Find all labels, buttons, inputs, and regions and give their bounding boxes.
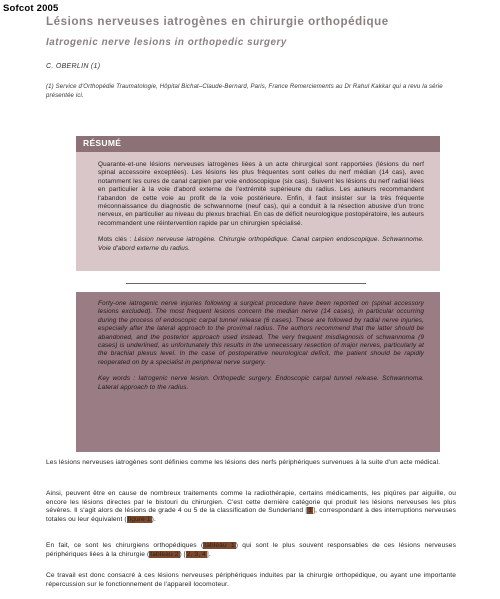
article-title-french: Lésions nerveuses iatrogènes en chirurgie orthopédique — [46, 15, 389, 28]
abstract-text: Forty-one iatrogenic nerve injuries following a surgical procedure have been reported on (spinal accessory lesions excluded). The most frequent lesions concern the median nerve (14 cases), in particular occurring during the process of endoscopic carpal tunnel release (6 cases). These are followed by radial nerve injuries, especially after the lateral approach to the proximal radius. The authors recommend that the latter should be abandoned, and the posterior approach used instead. The very frequent misdiagnosis of schwannoma (9 cases) is underlined, as unfortunately this results in the unnecessary resection of major nerves, particularly at the brachial plexus level. In the case of postoperative neurological deficit, the patient should be rapidly reoperated on by a specialist in peripheral nerve surgery. — [98, 300, 424, 366]
tableau-2-link[interactable]: tableau 2 — [150, 550, 179, 558]
p3-text-a: En fait, ce sont les chirurgiens orthopédiques ( — [46, 542, 204, 549]
abstract-keywords: Key words : Iatrogenic nerve lesion. Orthopedic surgery. Endoscopic carpal tunnel release. Schwannoma. Lateral approach to the radius. — [98, 375, 424, 391]
p3-text-d: ]. — [206, 550, 211, 558]
abstract-box — [76, 292, 440, 452]
body-paragraph-2 — [46, 490, 456, 524]
author-line: C. OBERLIN (1) — [46, 63, 101, 70]
resume-header — [76, 136, 440, 152]
affiliation-note: (1) Service d'Orthopédie Traumatologie, Hôpital Bichat–Claude-Bernard, Paris, France Remerciements au Dr Rahul Kakkar qui a revu la série présentée ici. — [46, 84, 443, 99]
ref-link-1[interactable]: 1 — [308, 507, 313, 515]
body-paragraph-1: Les lésions nerveuses iatrogènes sont définies comme les lésions des nerfs périphériques survenues à la suite d'un acte médical. — [46, 459, 441, 466]
p2-text-b: ], correspondant à des interruptions nerveuses totales ou leur équivalent ( — [46, 507, 456, 523]
ref-link-2-3-4[interactable]: 2, 3, 4 — [186, 550, 206, 558]
resume-body — [98, 161, 424, 253]
section-divider — [126, 283, 366, 284]
tableau-1-link[interactable]: tableau 1 — [204, 542, 235, 549]
resume-text: Quarante-et-une lésions nerveuses iatrogènes liées à un acte chirurgical sont rapportées (lésions du nerf spinal accessoire exceptées). Les lésions les plus fréquentes sont celles du nerf médian (14 cas), avec notamment les cures de canal carpien par voie endoscopique (six cas). Suivent les lésions du nerf radial liées en particulier à la voie d'abord externe de l'extrémité supérieure du radius. Les auteurs recommandent l'abandon de cette voie au profit de la voie postérieure. Enfin, il faut insister sur la très fréquente méconnaissance du diagnostic de schwannome (neuf cas), qui a conduit à la résection abusive d'un tronc nerveux, en particulier au niveau du plexus brachial. En cas de déficit neurologique postopératoire, les auteurs recommandent une réintervention rapide par un chirurgien spécialisé. — [98, 161, 424, 227]
keywords-label: Mots clés : — [98, 236, 132, 244]
resume-box — [76, 136, 440, 271]
keywords-list: Lésion nerveuse iatrogène. Chirurgie orthopédique. Canal carpien endoscopique. Schwannome. Voie d'abord externe du radius. — [98, 236, 424, 252]
p2-text-c: ). — [151, 515, 156, 523]
body-paragraph-3 — [46, 542, 456, 559]
article-title-english: Iatrogenic nerve lesions in orthopedic surgery — [46, 37, 287, 48]
p3-text-b: ) qui sont le plus souvent responsables de ces lésions nerveuses périphériques liées à la chirurgie ( — [46, 542, 456, 558]
body-paragraph-4: Ce travail est donc consacré à ces lésions nerveuses périphériques induites par la chirurgie orthopédique, ou ayant une importante répercussion sur le fonctionnement de l'appareil locomoteur. — [46, 572, 456, 588]
resume-heading: RÉSUMÉ — [83, 138, 122, 148]
figure-1-link[interactable]: figure 1 — [127, 515, 151, 523]
abstract-body — [98, 300, 424, 392]
p2-text-a: Ainsi, peuvent être en cause de nombreux traitements comme la radiothérapie, certains médicaments, les piqûres par aiguille, ou encore les lésions directes par le bistouri du chirurgien. C'est cette dernière catégorie qui produit les lésions nerveuses les plus sévères. Il s'agit alors de lésions de grade 4 ou 5 de la classification de Sunderland [ — [46, 490, 456, 515]
journal-label: Sofcot 2005 — [3, 3, 59, 14]
resume-keywords — [98, 236, 424, 253]
p3-text-c: ) [ — [179, 550, 186, 558]
